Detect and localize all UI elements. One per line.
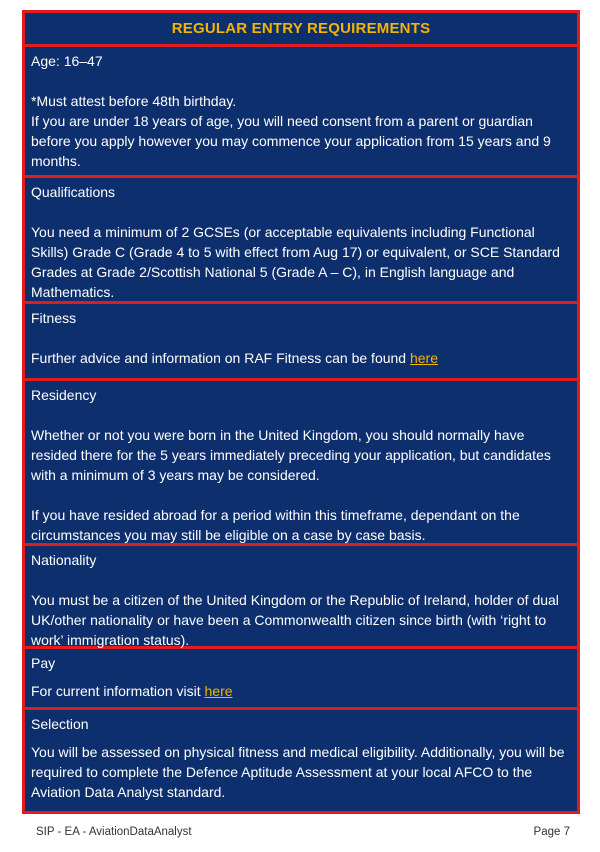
section-age: [22, 44, 580, 178]
residency-body-1: Whether or not you were born in the United Kingdom, you should normally have resided there for the 5 years immediately preceding your application, but candidates with a minimum of 3 years may be considered.: [31, 427, 551, 483]
section-selection: [22, 707, 580, 814]
page-title: REGULAR ENTRY REQUIREMENTS: [171, 20, 431, 37]
section-qualifications: [22, 175, 580, 304]
fitness-heading: Fitness: [31, 310, 77, 326]
age-heading: Age: 16–47: [31, 53, 103, 69]
nationality-body: You must be a citizen of the United Kingdom or the Republic of Ireland, holder of dual UK/other nationality or have been a Commonwealth citizen since birth (with ‘right to work’ immigration status).: [31, 592, 559, 648]
footer-page-number: Page 7: [533, 826, 570, 838]
pay-body: For current information visit: [31, 683, 205, 699]
age-body: If you are under 18 years of age, you will need consent from a parent or guardian before you apply however you may commence your application from 15 years and 9 months.: [31, 113, 551, 169]
section-residency: [22, 378, 580, 546]
page-footer: [22, 826, 580, 844]
fitness-here-link[interactable]: here: [409, 350, 439, 366]
fitness-body: Further advice and information on RAF Fitness can be found: [31, 350, 410, 366]
qualifications-body: You need a minimum of 2 GCSEs (or acceptable equivalents including Functional Skills) Grade C (Grade 4 to 5 with effect from Aug 17) or equivalent, or SCE Standard Grades at Grade 2/Scottish National 5 (Grade A – C), in English language and Mathematics.: [31, 224, 560, 300]
residency-heading: Residency: [31, 387, 97, 403]
pay-text: [31, 681, 571, 701]
selection-heading: Selection: [31, 716, 89, 732]
nationality-heading: Nationality: [31, 552, 97, 568]
section-nationality: [22, 543, 580, 649]
qualifications-heading: Qualifications: [31, 184, 116, 200]
pay-here-link[interactable]: here: [204, 683, 233, 699]
section-fitness: [22, 301, 580, 381]
title-bar: [22, 10, 580, 47]
residency-body-2: If you have resided abroad for a period within this timeframe, dependant on the circumstances you may still be eligible on a case by case basis.: [31, 507, 520, 543]
pay-heading: Pay: [31, 655, 56, 671]
footer-doc-id: SIP - EA - AviationDataAnalyst: [36, 826, 192, 838]
fitness-text: [31, 348, 571, 368]
requirements-table: [22, 10, 580, 811]
age-note: *Must attest before 48th birthday.: [31, 93, 237, 109]
selection-body: You will be assessed on physical fitness and medical eligibility. Additionally, you will be required to complete the Defence Aptitude Assessment at your local AFCO to the Aviation Data Analyst standard.: [31, 744, 565, 800]
section-pay: [22, 646, 580, 710]
